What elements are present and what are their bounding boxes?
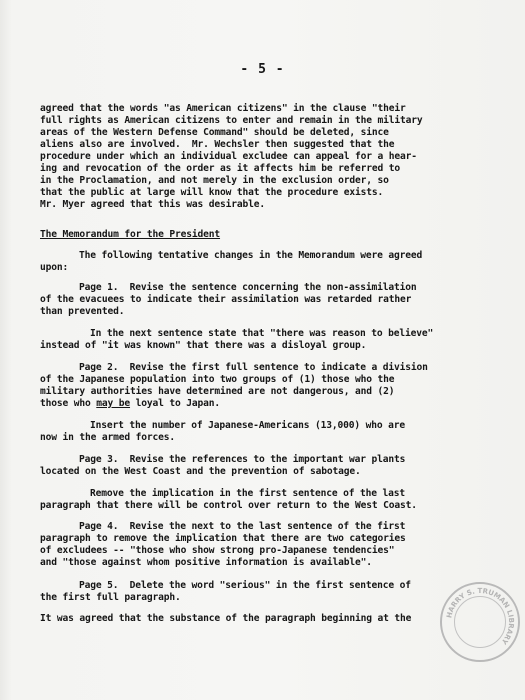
text-line: Page 4. Revise the next to the last sentence of the first — [79, 521, 406, 532]
text-line: Page 5. Delete the word "serious" in the first sentence of — [79, 580, 411, 591]
text-line: of the evacuees to indicate their assimilation was retarded rather — [40, 294, 412, 305]
text-span: loyal to Japan. — [130, 398, 221, 409]
text-line: of excludees -- "those who show strong pro-Japanese tendencies" — [40, 545, 395, 556]
closing-line: It was agreed that the substance of the paragraph beginning at the — [40, 613, 412, 624]
text-line: instead of "it was known" that there was a disloyal group. — [40, 340, 367, 351]
text-line: that the public at large will know that the procedure exists. — [40, 187, 384, 198]
text-line: in the Proclamation, and not merely in the exclusion order, so — [40, 175, 389, 186]
stamp-inner-ring — [454, 596, 506, 648]
text-line — [40, 398, 220, 410]
text-line: In the next sentence state that "there was reason to believe" — [90, 328, 434, 339]
text-span: those who — [40, 398, 97, 409]
text-line: located on the West Coast and the prevention of sabotage. — [40, 466, 361, 477]
text-line: areas of the Western Defense Command" should be deleted, since — [40, 127, 389, 138]
text-line: Page 1. Revise the sentence concerning the non-assimilation — [79, 282, 417, 293]
text-line: Mr. Myer agreed that this was desirable. — [40, 199, 266, 210]
text-line: and "those against whom positive information is available". — [40, 557, 372, 568]
text-line: Insert the number of Japanese-Americans (13,000) who are — [90, 420, 406, 431]
text-line: paragraph to remove the implication that there are two categories — [40, 533, 406, 544]
text-line: aliens also are involved. Mr. Wechsler then suggested that the — [40, 139, 395, 150]
text-line: the first full paragraph. — [40, 592, 181, 603]
underlined-text: may be — [96, 398, 131, 409]
text-line: Remove the implication in the first sentence of the last — [90, 488, 406, 499]
text-line: upon: — [40, 262, 69, 273]
section-heading: The Memorandum for the President — [40, 229, 221, 240]
stamp-text: HARRY S. TRUMAN LIBRARY — [445, 586, 516, 646]
page-number: - 5 - — [240, 62, 285, 77]
text-line: now in the armed forces. — [40, 432, 176, 443]
library-stamp — [440, 582, 520, 662]
text-line: Page 3. Revise the references to the important war plants — [79, 454, 406, 465]
text-line: than prevented. — [40, 306, 125, 317]
text-line: military authorities have determined are not dangerous, and (2) — [40, 386, 395, 397]
text-line: procedure under which an individual excludee can appeal for a hear- — [40, 151, 417, 162]
text-line: The following tentative changes in the Memorandum were agreed — [79, 250, 423, 261]
text-line: paragraph that there will be control over return to the West Coast. — [40, 500, 417, 511]
text-line: Page 2. Revise the first full sentence to indicate a division — [79, 362, 428, 373]
text-line: full rights as American citizens to enter and remain in the military — [40, 115, 423, 126]
text-line: agreed that the words "as American citizens" in the clause "their — [40, 103, 406, 114]
text-line: ing and revocation of the order as it affects him be referred to — [40, 163, 401, 174]
text-line: of the Japanese population into two groups of (1) those who the — [40, 374, 395, 385]
